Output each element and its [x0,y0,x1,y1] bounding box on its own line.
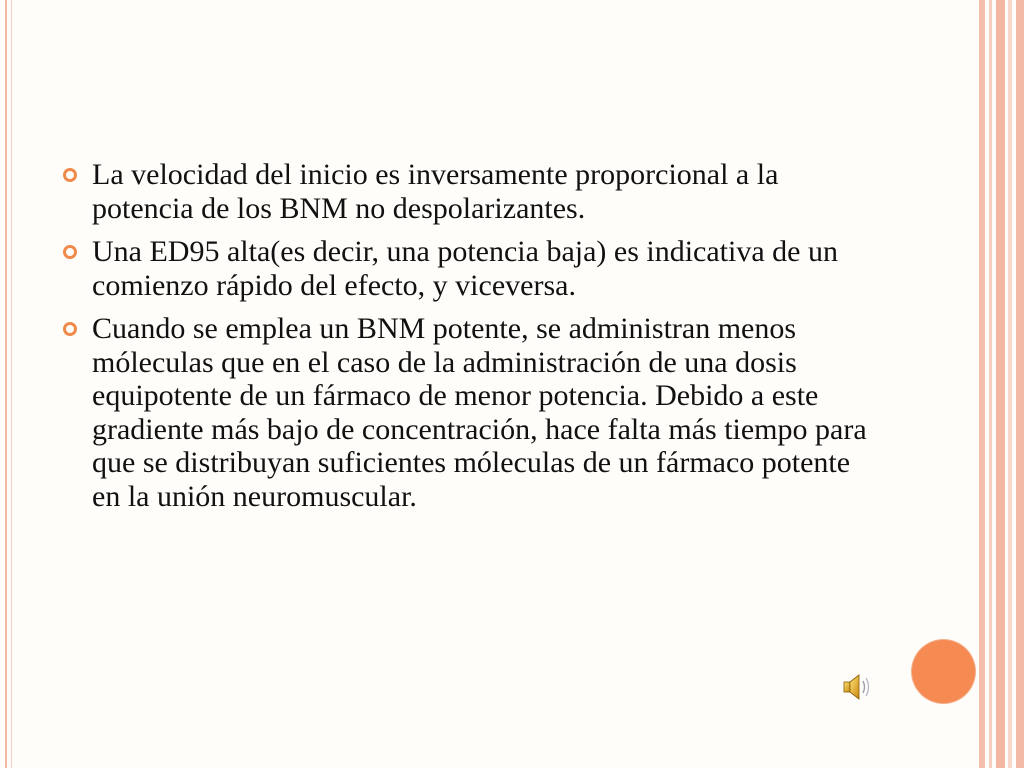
right-border-stripe [1008,0,1012,768]
right-border-stripe [1016,0,1024,768]
bullet-text: Cuando se emplea un BNM potente, se administran menos móleculas que en el caso de la administración de una dosis equipotente de un fármaco de menor potencia. Debido a este gradiente más bajo de concentración, hace falta más tiempo para que se distribuyan suficientes móleculas de un fármaco potente en la unión neuromuscular. [92,312,867,513]
right-border-stripe [979,0,985,768]
ring-bullet-icon [62,244,78,260]
ring-bullet-icon [62,167,78,183]
list-item [62,235,882,302]
decorative-circle [912,640,975,703]
right-border-stripe [996,0,1005,768]
bullet-text: Una ED95 alta(es decir, una potencia baja) es indicativa de un comienzo rápido del efecto, y viceversa. [92,235,838,302]
right-border-stripe [989,0,992,768]
bullet-list [62,158,882,513]
bullet-text: La velocidad del inicio es inversamente proporcional a la potencia de los BNM no despolarizantes. [92,158,779,225]
list-item [62,312,882,513]
list-item [62,158,882,225]
speaker-icon[interactable] [842,670,872,704]
left-border-stripe [5,0,7,768]
ring-bullet-icon [62,321,78,337]
slide-body [62,158,882,523]
left-border-stripe [11,0,12,768]
